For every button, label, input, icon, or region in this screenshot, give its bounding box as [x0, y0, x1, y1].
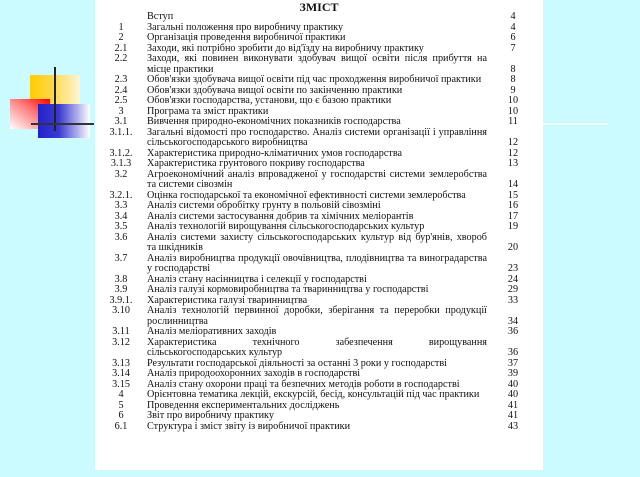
toc-entry-number: 6.1 [114, 420, 128, 432]
toc-entry-number: 3.13 [112, 357, 130, 369]
toc-entry-number: 1 [118, 21, 124, 33]
toc-entry[interactable] [95, 201, 543, 212]
toc-entry-page: 41 [507, 410, 519, 421]
toc-entry[interactable] [95, 254, 543, 275]
toc-entry-page: 40 [507, 389, 519, 400]
toc-entry-page: 23 [507, 263, 519, 274]
toc-entry-number: 2.3 [114, 74, 128, 85]
toc-entry-number: 3.9.1. [109, 294, 133, 306]
toc-entry[interactable] [95, 285, 543, 296]
toc-entry-number: 3.1.1. [109, 126, 133, 138]
horizontal-line-decoration [31, 123, 94, 125]
table-of-contents [95, 12, 543, 432]
toc-entry[interactable] [95, 233, 543, 254]
toc-entry[interactable] [95, 12, 543, 23]
toc-entry-title: Аналіз стану охорони праці та безпечних методів роботи в господарстві [147, 378, 460, 390]
toc-entry-title: Загальні положення про виробничу практику [147, 21, 344, 33]
toc-entry[interactable] [95, 422, 543, 433]
toc-entry[interactable] [95, 369, 543, 380]
toc-entry[interactable] [95, 75, 543, 86]
toc-entry-title: Аналіз стану насінництва і селекції у господарстві [147, 273, 367, 285]
toc-entry-title: Характеристика галузі тваринництва [147, 294, 308, 306]
toc-entry-number: 2.2 [114, 53, 128, 64]
toc-entry-title: Аналіз системи обробітку грунту в польовій сівозміні [147, 200, 381, 211]
toc-entry-page: 8 [510, 63, 516, 75]
toc-entry-page: 19 [507, 221, 519, 232]
toc-title: ЗМІСТ [299, 0, 339, 14]
toc-entry-title: Характеристика природно-кліматичних умов господарства [147, 147, 403, 159]
toc-entry-page: 10 [507, 105, 519, 117]
toc-entry-page: 43 [507, 420, 519, 432]
toc-entry-page: 4 [510, 21, 516, 33]
toc-entry-title: Аналіз технологій первинної доробки, зберігання та переробки продукції рослинництва [147, 305, 487, 327]
toc-entry-page: 6 [510, 32, 516, 43]
toc-entry-number: 3.2 [114, 168, 128, 180]
toc-entry-title: Характеристика технічного забезпечення вирощування сільськогосподарських культур [147, 336, 487, 358]
toc-entry-title: Вивчення природно-економічних показників господарства [147, 116, 401, 127]
toc-entry-number: 3.11 [112, 326, 130, 337]
toc-entry-number: 3.3 [114, 200, 128, 211]
toc-entry-page: 12 [507, 147, 519, 159]
toc-entry-title: Орієнтовна тематика лекцій, екскурсій, бесід, консультацій під час практики [147, 389, 480, 400]
toc-entry-page: 14 [507, 179, 519, 190]
toc-entry[interactable] [95, 159, 543, 170]
toc-entry-title: Проведення експериментальних досліджень [147, 399, 340, 411]
toc-entry-page: 29 [507, 284, 519, 295]
toc-entry-page: 13 [507, 158, 519, 169]
toc-entry-title: Аналіз виробництва продукції овочівництва, плодівництва та виноградарства у господарстві [147, 252, 487, 274]
toc-entry-number: 3.14 [112, 368, 130, 379]
toc-entry[interactable] [95, 170, 543, 191]
toc-entry-title: Результати господарської діяльності за останні 3 роки у господарстві [147, 357, 447, 369]
toc-entry[interactable] [95, 54, 543, 75]
toc-entry-title: Обов'язки господарства, установи, що є базою практики [147, 95, 392, 106]
toc-entry-number: 2.5 [114, 95, 128, 106]
toc-entry-page: 33 [507, 294, 519, 306]
toc-entry-page: 9 [510, 84, 516, 96]
toc-entry-page: 24 [507, 273, 519, 285]
toc-entry-page: 7 [510, 42, 516, 54]
decorative-squares-logo [0, 0, 100, 160]
toc-entry-title: Обов'язки здобувача вищої освіти під час проходження виробничої практики [147, 74, 482, 85]
vertical-line-decoration [54, 67, 56, 131]
toc-entry-number: 3.1.3 [110, 158, 132, 169]
toc-entry-title: Аналіз природоохоронних заходів в господарстві [147, 368, 361, 379]
toc-entry-number: 3.1 [114, 116, 128, 127]
toc-entry-page: 40 [507, 378, 519, 390]
toc-entry-number: 3.12 [112, 336, 130, 348]
toc-entry-page: 41 [507, 399, 519, 411]
document-page [95, 0, 543, 470]
toc-entry-title: Аналіз галузі кормовиробництва та тваринництва у господарстві [147, 284, 429, 295]
toc-entry-number: 3.4 [114, 210, 128, 222]
toc-entry-title: Аналіз меліоративних заходів [147, 326, 277, 337]
toc-entry-title: Звіт про виробничу практику [147, 410, 274, 421]
toc-entry-title: Загальні відомості про господарство. Аналіз системи організації і управління сільськогосподарського виробництва [147, 126, 487, 148]
toc-entry-number: 5 [118, 399, 124, 411]
toc-entry-title: Агроекономічний аналіз впровадженої у господарстві системи землеробства та системи сівозмін [147, 168, 487, 190]
toc-entry[interactable] [95, 117, 543, 128]
toc-entry-page: 12 [507, 137, 519, 148]
toc-entry-page: 39 [507, 368, 519, 379]
toc-entry-page: 37 [507, 357, 519, 369]
toc-entry-title: Структура і зміст звіту із виробничої практики [147, 420, 351, 432]
toc-entry-number: 3 [118, 105, 124, 117]
toc-entry-page: 15 [507, 189, 519, 201]
toc-entry-title: Обов'язки здобувача вищої освіти по закінченню практики [147, 84, 403, 96]
toc-entry-page: 34 [507, 315, 519, 327]
toc-entry-number: 4 [118, 389, 124, 400]
toc-entry-number: 3.1.2. [109, 147, 133, 159]
blue-square-decoration [38, 104, 90, 138]
toc-entry-page: 20 [507, 242, 519, 253]
toc-entry-number: 2.4 [114, 84, 128, 96]
toc-entry-page: 36 [507, 347, 519, 358]
toc-entry-number: 2.1 [114, 42, 128, 54]
toc-entry-number: 3.8 [114, 273, 128, 285]
toc-entry[interactable] [95, 327, 543, 338]
toc-entry-title: Аналіз системи захисту сільськогосподарських культур від бур'янів, хвороб та шкідників [147, 231, 487, 253]
toc-entry-number: 3.6 [114, 231, 128, 243]
toc-entry-title: Аналіз системи застосування добрив та хімічних меліорантів [147, 210, 414, 222]
toc-entry[interactable] [95, 306, 543, 327]
toc-entry-title: Аналіз технологій вирощування сільськогосподарських культур [147, 221, 425, 232]
toc-entry-number: 3.5 [114, 221, 128, 232]
toc-entry-number: 3.9 [114, 284, 128, 295]
toc-entry-page: 4 [510, 11, 516, 22]
side-divider-line [543, 123, 608, 125]
toc-entry-number: 3.15 [112, 378, 130, 390]
toc-entry[interactable] [95, 390, 543, 401]
toc-entry[interactable] [95, 96, 543, 107]
toc-entry-page: 36 [507, 326, 519, 337]
toc-entry-title: Програма та зміст практики [147, 105, 269, 117]
toc-entry-number: 3.2.1. [109, 189, 133, 201]
toc-entry-number: 3.10 [112, 305, 130, 316]
toc-entry-title: Заходи, які потрібно зробити до від'їзду на виробничу практику [147, 42, 424, 54]
toc-entry[interactable] [95, 411, 543, 422]
toc-entry[interactable] [95, 338, 543, 359]
toc-entry-page: 8 [510, 74, 516, 85]
toc-entry-title: Вступ [147, 11, 174, 22]
toc-entry-title: Характеристика грунтового покриву господарства [147, 158, 365, 169]
toc-entry-number: 6 [118, 410, 124, 421]
toc-entry[interactable] [95, 128, 543, 149]
toc-entry-number: 2 [118, 32, 124, 43]
toc-entry-page: 11 [508, 116, 518, 127]
toc-entry-title: Заходи, які повинен виконувати здобувач вищої освіти після прибуття на місце практики [147, 53, 487, 75]
toc-entry-title: Організація проведення виробничої практики [147, 32, 346, 43]
toc-entry-page: 17 [507, 210, 519, 222]
toc-entry[interactable] [95, 222, 543, 233]
toc-entry-title: Оцінка господарської та економічної ефективності системи землеробства [147, 189, 466, 201]
toc-entry-number: 3.7 [114, 252, 128, 264]
toc-entry[interactable] [95, 33, 543, 44]
toc-entry-page: 10 [507, 95, 519, 106]
toc-entry-page: 16 [507, 200, 519, 211]
